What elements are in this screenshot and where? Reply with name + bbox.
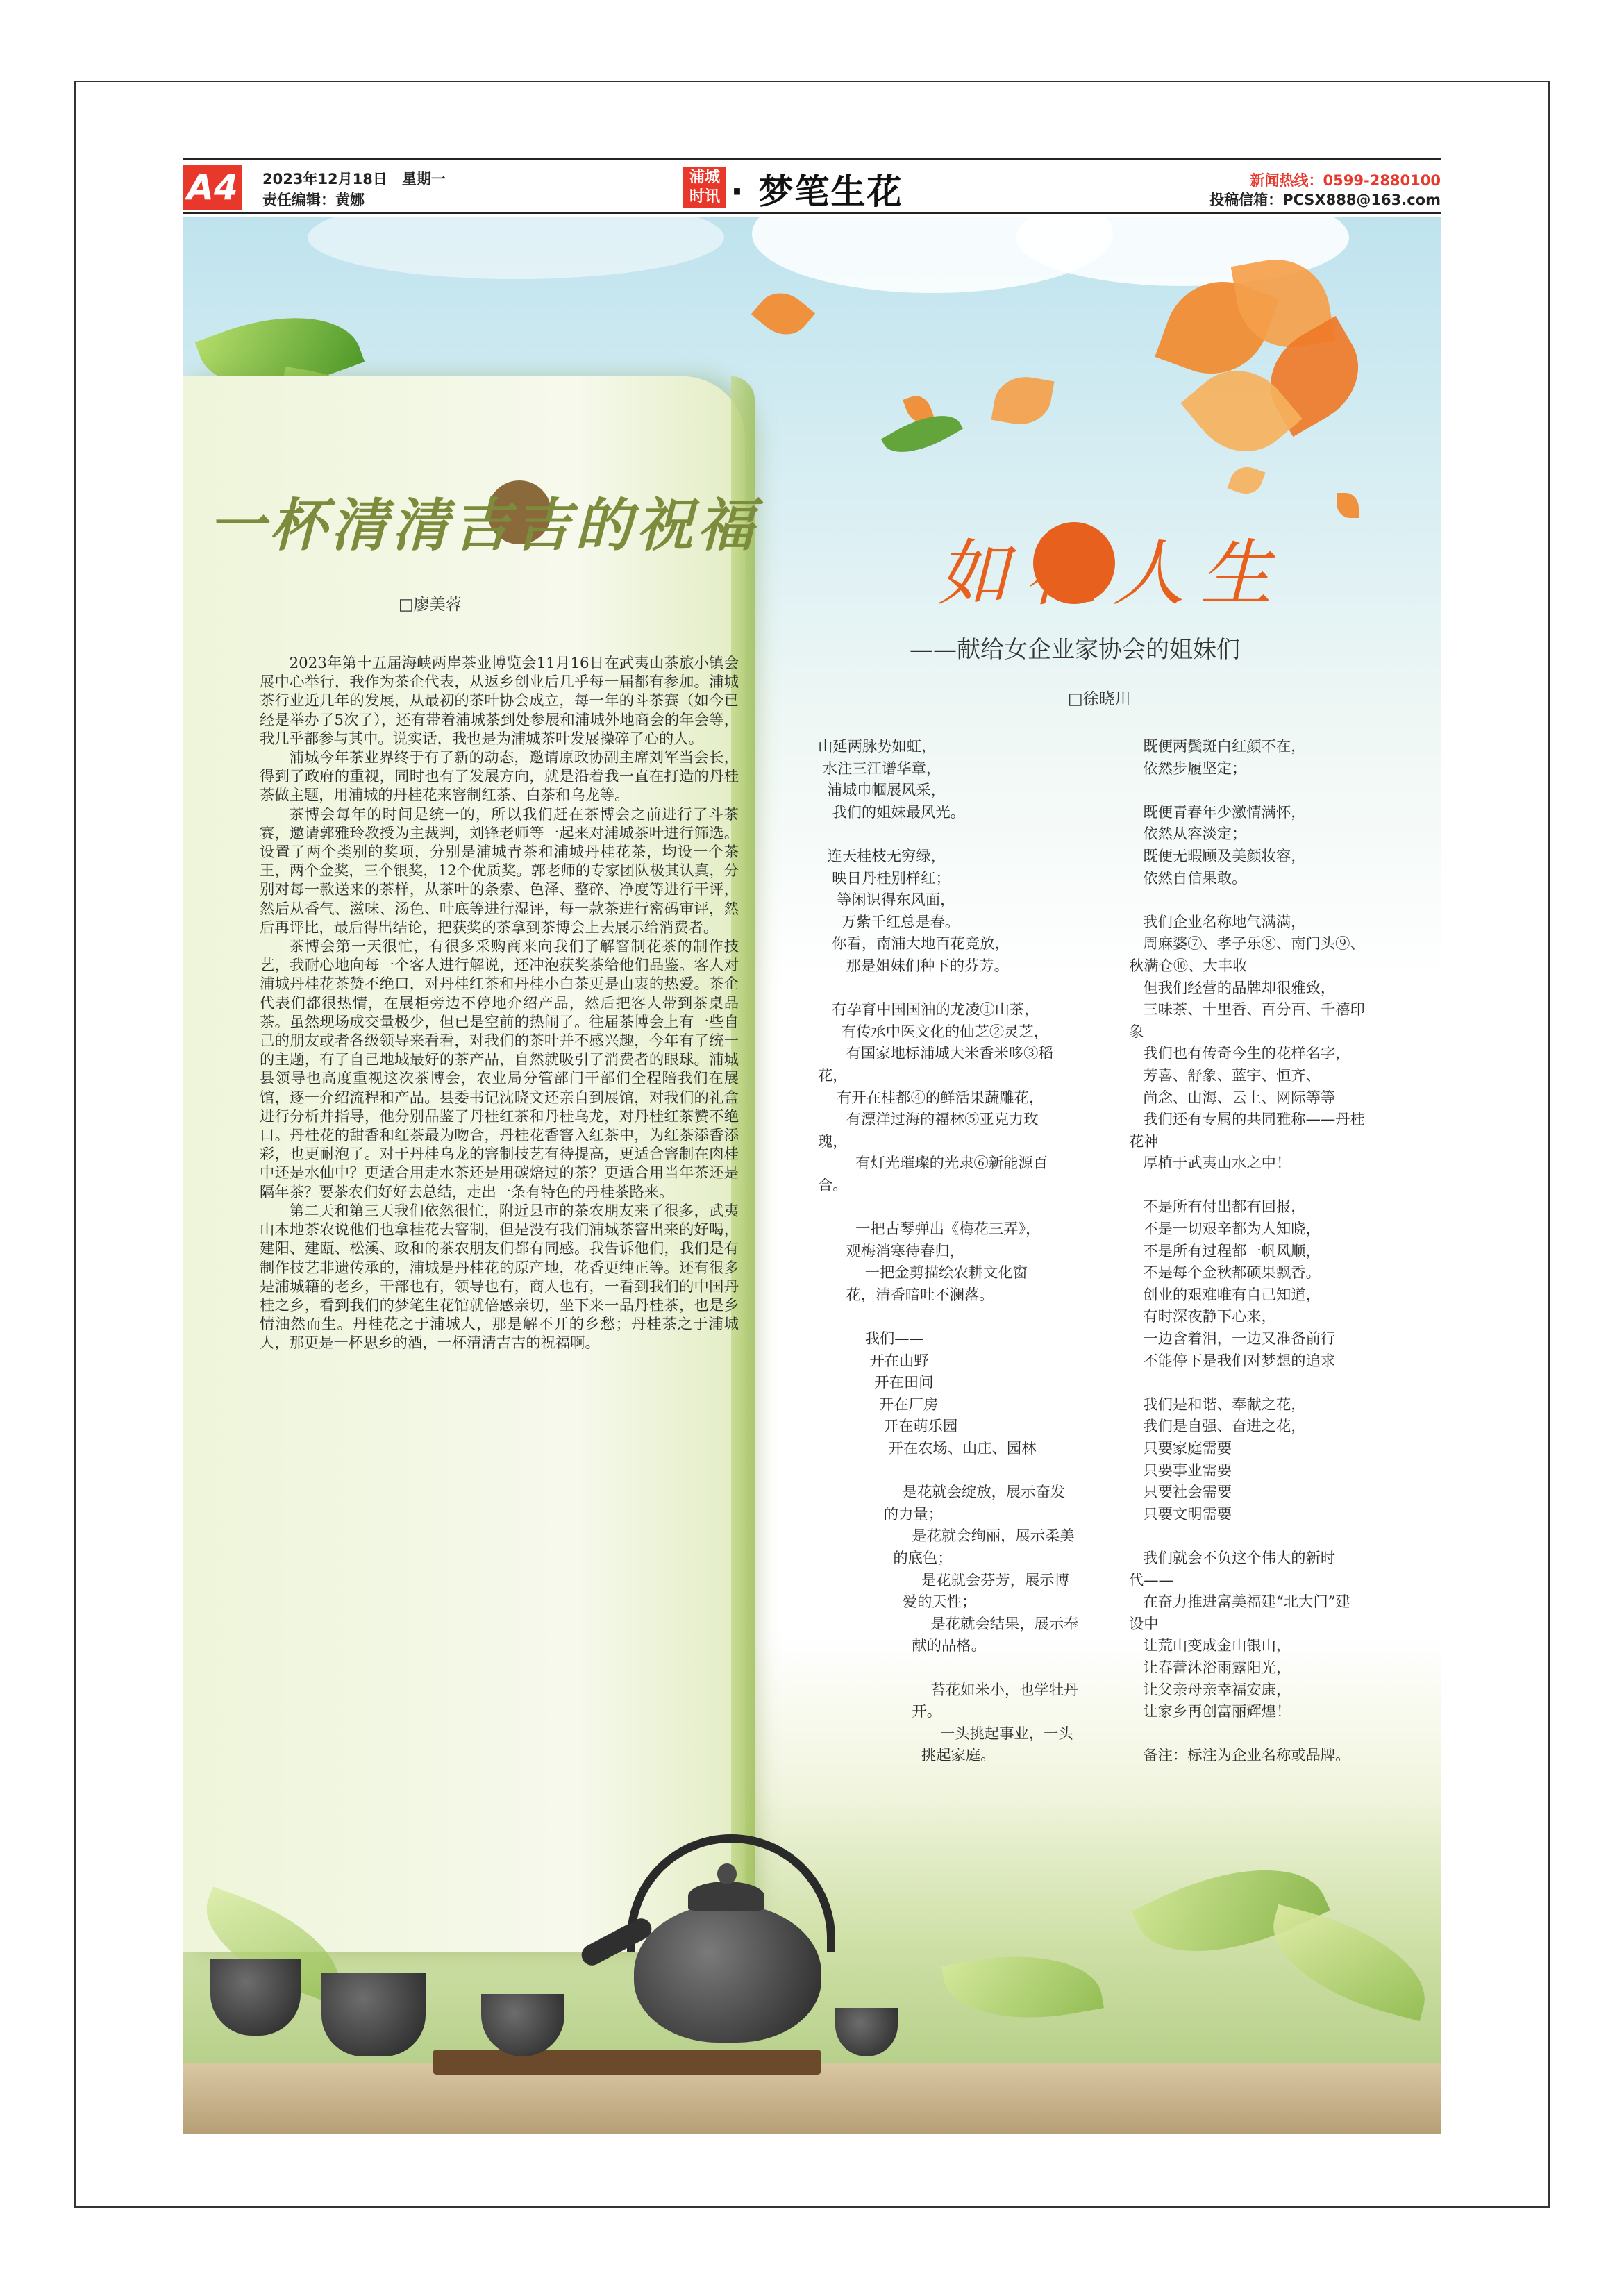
poem-line <box>818 1657 1116 1679</box>
poem-line: 花， <box>818 1066 848 1084</box>
poem-line: 让春蕾沐浴雨露阳光， <box>1129 1659 1291 1677</box>
flower-petal-icon <box>991 372 1055 430</box>
poem-line: 尚念、山海、云上、网际等等 <box>1129 1089 1336 1107</box>
page-number: A4 <box>183 165 242 210</box>
poem-line <box>1129 1175 1434 1197</box>
poem-line: 等闲识得东风面， <box>818 891 955 910</box>
poem-line: 瑰， <box>818 1132 848 1150</box>
poem-line: 创业的艰难唯有自己知道， <box>1129 1286 1321 1304</box>
poem-line <box>818 1306 1116 1328</box>
poem-line: 花神 <box>1129 1132 1159 1150</box>
poem-line: 不能停下是我们对梦想的追求 <box>1129 1352 1336 1370</box>
header-rule-top <box>183 158 1441 160</box>
poem-line <box>1129 1372 1434 1394</box>
poem-line: 挑起家庭。 <box>818 1747 996 1765</box>
left-article-author: □廖美蓉 <box>399 596 462 614</box>
poem-line: 开在田间 <box>818 1374 934 1392</box>
poem-line: 既便青春年少激情满怀， <box>1129 803 1306 821</box>
poem-line: 我们是自强、奋进之花， <box>1129 1418 1306 1436</box>
poem-line: 有孕育中国国油的龙凌①山茶， <box>818 1001 1039 1019</box>
left-article-title: 一杯清清吉吉的祝福 <box>208 492 758 559</box>
poem-line <box>818 823 1116 846</box>
poem-line: 我们是和谐、奉献之花， <box>1129 1396 1306 1414</box>
poem-line: 的力量； <box>818 1505 943 1523</box>
poem-line: 秋满仓⑩、大丰收 <box>1129 957 1248 975</box>
poem-line: 一把古琴弹出《梅花三弄》， <box>818 1221 1041 1239</box>
poem-line: 不是所有付出都有回报， <box>1129 1198 1306 1216</box>
poem-line: 有开在桂都④的鲜活果蔬雕花， <box>818 1089 1044 1107</box>
poem-line: 依然自信果敢。 <box>1129 869 1247 887</box>
poem-line: 我们—— <box>818 1330 924 1348</box>
article-paragraph: 茶博会第一天很忙，有很多采购商来向我们了解窨制花茶的制作技艺，我耐心地向每一个客人进行解说，还冲泡获奖茶给他们品鉴。客人对浦城丹桂花茶赞不绝口，对丹桂红茶和丹桂小白茶更是由衷的热爱。茶企代表们都很热情，在展柜旁边不停地介绍产品，然后把客人带到茶桌品茶。虽然现场成交量极少，但已是空前的热闹了。往届茶博会上有一些自己的朋友或者各级领导来看看，对我们的茶叶并不感兴趣，今年有了统一的主题，有了自己地域最好的茶产品，自然就吸引了消费者的眼球。浦城县领导也高度重视这次茶博会，农业局分管部门干部们全程陪我们在展馆，逐一介绍流程和产品。县委书记沈晓文还亲自到展馆，对我们的礼盒进行分析并指导，他分别品鉴了丹桂红茶和丹桂乌龙，对丹桂红茶赞不绝口。丹桂花的甜香和红茶最为吻合，丹桂花香窨入红茶中，为红茶添香添彩，也更耐泡了。对于丹桂乌龙的窨制技艺有待提高，更适合窨制在肉桂中还是水仙中？更适合用走水茶还是用碳焙过的茶？更适合用当年茶还是隔年茶？要茶农们好好去总结，走出一条有特色的丹桂茶路来。 <box>260 938 739 1201</box>
poem-line: 设中 <box>1129 1615 1159 1633</box>
right-article-subtitle: ——献给女企业家协会的姐妹们 <box>910 636 1240 664</box>
poem-line: 是花就会绚丽，展示柔美 <box>818 1527 1075 1545</box>
article-paragraph: 浦城今年茶业界终于有了新的动态，邀请原政协副主席刘军当会长，得到了政府的重视，同时也有了发展方向，就是沿着我一直在打造的丹桂茶做主题，用浦城的丹桂花来窨制红茶、白茶和乌龙等。 <box>260 749 739 805</box>
poem-line: 连天桂枝无穷绿， <box>818 847 946 865</box>
poem-line: 有灯光璀璨的光隶⑥新能源百 <box>818 1155 1048 1173</box>
news-hotline: 新闻热线：0599-2880100 <box>1250 172 1441 189</box>
article-paragraph: 第二天和第三天我们依然很忙，附近县市的茶农朋友来了很多，武夷山本地茶农说他们也拿桂花去窨制，但是没有我们浦城茶窨出来的好喝，建阳、建瓯、松溪、政和的茶农朋友们都有同感。我告诉他们，我们是有制作技艺非遗传承的，浦城是丹桂花的原产地，花香更纯正等。还有很多是浦城籍的老乡，干部也有，领导也有，商人也有，一看到我们的中国丹桂之乡，看到我们的梦笔生花馆就倍感亲切，坐下来一品丹桂茶，也是乡情油然而生。丹桂花之于浦城人，那是解不开的乡愁；丹桂茶之于浦城人，那更是一杯思乡的酒，一杯清清吉吉的祝福啊。 <box>260 1202 739 1352</box>
poem-line: 不是一切艰辛都为人知晓， <box>1129 1221 1321 1239</box>
poem-line: 只要事业需要 <box>1129 1461 1232 1480</box>
poem-line: 万紫千红总是春。 <box>818 913 960 931</box>
poem-line: 献的品格。 <box>818 1637 986 1655</box>
poem-line: 的底色； <box>818 1549 953 1567</box>
left-article-body <box>260 654 739 1353</box>
submission-email: 投稿信箱：PCSX888@163.com <box>1209 192 1441 208</box>
poem-line: 开在山野 <box>818 1352 929 1370</box>
flower-petal-icon <box>1227 462 1265 499</box>
poem-line: 周麻婆⑦、孝子乐⑧、南门头⑨、 <box>1129 935 1365 953</box>
poem-line: 开在厂房 <box>818 1396 939 1414</box>
right-article-title: 如花人生 <box>937 531 1288 616</box>
poem-line: 开在萌乐园 <box>818 1418 958 1436</box>
poem-line: 依然步履坚定； <box>1129 760 1247 778</box>
poem-line: 代—— <box>1129 1571 1173 1589</box>
poem-line: 一把金剪描绘农耕文化窗 <box>818 1264 1028 1282</box>
poem-line: 我们还有专属的共同雅称——丹桂 <box>1129 1111 1365 1129</box>
poem-line: 一头挑起事业，一头 <box>818 1725 1073 1743</box>
poem-line <box>818 978 1116 1000</box>
newspaper-logo: 浦城时讯 <box>683 167 726 208</box>
poem-line: 只要家庭需要 <box>1129 1440 1232 1457</box>
poem-line: 有传承中医文化的仙芝②灵芝， <box>818 1023 1049 1041</box>
poem-line: 在奋力推进富美福建“北大门”建 <box>1129 1593 1350 1611</box>
poem-line: 爱的天性； <box>818 1593 977 1611</box>
poem-line: 浦城巾帼展风采， <box>818 782 946 800</box>
article-paragraph: 2023年第十五届海峡两岸茶业博览会11月16日在武夷山茶旅小镇会展中心举行，我作为茶企代表，从返乡创业后几乎每一届都有参加。浦城茶行业近几年的发展，从最初的茶叶协会成立，每一年的斗茶赛（如今已经是举办了5次了），还有带着浦城茶到处参展和浦城外地商会的年会等，我几乎都参与其中。说实话，我也是为浦城茶叶发展操碎了心的人。 <box>260 655 739 748</box>
section-title: · 梦笔生花 <box>730 171 903 212</box>
poem-column-2 <box>1129 736 1434 1767</box>
poem-line: 合。 <box>818 1176 848 1194</box>
poem-line: 开在农场、山庄、园林 <box>818 1440 1037 1457</box>
editor-credit: 责任编辑：黄娜 <box>262 192 365 208</box>
poem-line <box>1129 780 1434 802</box>
poem-line: 山延两脉势如虹， <box>818 738 937 755</box>
poem-line: 是花就会绽放，展示奋发 <box>818 1484 1066 1502</box>
poem-line: 有漂洋过海的福林⑤亚克力玫 <box>818 1111 1039 1129</box>
poem-line: 我们也有传奇今生的花样名字， <box>1129 1045 1350 1063</box>
poem-line: 是花就会芬芳，展示博 <box>818 1571 1069 1589</box>
poem-line: 有时深夜静下心来， <box>1129 1308 1276 1326</box>
poem-line: 依然从容淡定； <box>1129 826 1247 844</box>
poem-line: 厚植于武夷山水之中！ <box>1129 1155 1291 1173</box>
poem-line: 是花就会结果，展示奉 <box>818 1615 1079 1633</box>
poem-line: 映日丹桂别样红； <box>818 869 951 887</box>
poem-line: 芳喜、舒象、蓝宇、恒齐、 <box>1129 1066 1321 1084</box>
poem-line <box>1129 1525 1434 1548</box>
poem-line <box>1129 889 1434 912</box>
poem-line: 有国家地标浦城大米香米哆③稻 <box>818 1045 1053 1063</box>
poem-line: 观梅消寒待春归， <box>818 1242 964 1260</box>
poem-line: 我们企业名称地气满满， <box>1129 913 1306 931</box>
poem-line <box>818 1196 1116 1218</box>
poem-line: 一边含着泪，一边又准备前行 <box>1129 1330 1336 1348</box>
poem-line: 不是每个金秋都硕果飘香。 <box>1129 1264 1321 1282</box>
poem-line: 只要社会需要 <box>1129 1484 1232 1502</box>
poem-line: 你看，南浦大地百花竞放， <box>818 935 1010 953</box>
poem-line: 让荒山变成金山银山， <box>1129 1637 1291 1655</box>
poem-line <box>1129 1723 1434 1745</box>
poem-line: 我们的姐妹最风光。 <box>818 803 965 821</box>
poem-line: 既便无暇顾及美颜妆容， <box>1129 847 1306 865</box>
poem-column-1 <box>818 736 1116 1767</box>
poem-line: 那是姐妹们种下的芬芳。 <box>818 957 1009 975</box>
poem-line: 苔花如米小，也学牡丹 <box>818 1681 1079 1699</box>
poem-line: 不是所有过程都一帆风顺， <box>1129 1242 1321 1260</box>
poem-line: 花，清香暗吐不澜落。 <box>818 1286 994 1304</box>
poem-line: 象 <box>1129 1023 1144 1041</box>
poem-line: 既便两鬓斑白红颜不在， <box>1129 738 1306 755</box>
poem-line: 开。 <box>818 1703 941 1721</box>
right-article-author: □徐晓川 <box>1068 690 1131 708</box>
poem-line: 我们就会不负这个伟大的新时 <box>1129 1549 1336 1567</box>
poem-line: 但我们经营的品牌却很雅致， <box>1129 979 1336 997</box>
poem-line: 只要文明需要 <box>1129 1505 1232 1523</box>
poem-line: 三味茶、十里香、百分百、千禧印 <box>1129 1001 1365 1019</box>
poem-line: 让父亲母亲幸福安康， <box>1129 1681 1291 1699</box>
poem-line: 水注三江谱华章， <box>818 760 941 778</box>
poem-line: 让家乡再创富丽辉煌！ <box>1129 1703 1291 1721</box>
poem-line: 备注：标注为企业名称或品牌。 <box>1129 1747 1350 1765</box>
cloud-shape <box>308 217 724 279</box>
issue-date: 2023年12月18日 星期一 <box>262 171 446 187</box>
poem-line <box>818 1460 1116 1482</box>
flower-petal-icon <box>751 283 815 346</box>
flower-petal-icon <box>1337 493 1359 518</box>
article-paragraph: 茶博会每年的时间是统一的，所以我们赶在茶博会之前进行了斗茶赛，邀请郭雅玲教授为主裁判，刘锋老师等一起来对浦城茶叶进行筛选。设置了两个类别的奖项，分别是浦城青茶和浦城丹桂花茶，均设一个茶王，两个金奖，三个银奖，12个优质奖。郭老师的专家团队极其认真，分别对每一款送来的茶样，从茶叶的条索、色泽、整碎、净度等进行干评，然后从香气、滋味、汤色、叶底等进行湿评，每一款茶进行密码审评，然后再评比，最后得出结论，把获奖的茶拿到茶博会上去展示给消费者。 <box>260 805 739 937</box>
